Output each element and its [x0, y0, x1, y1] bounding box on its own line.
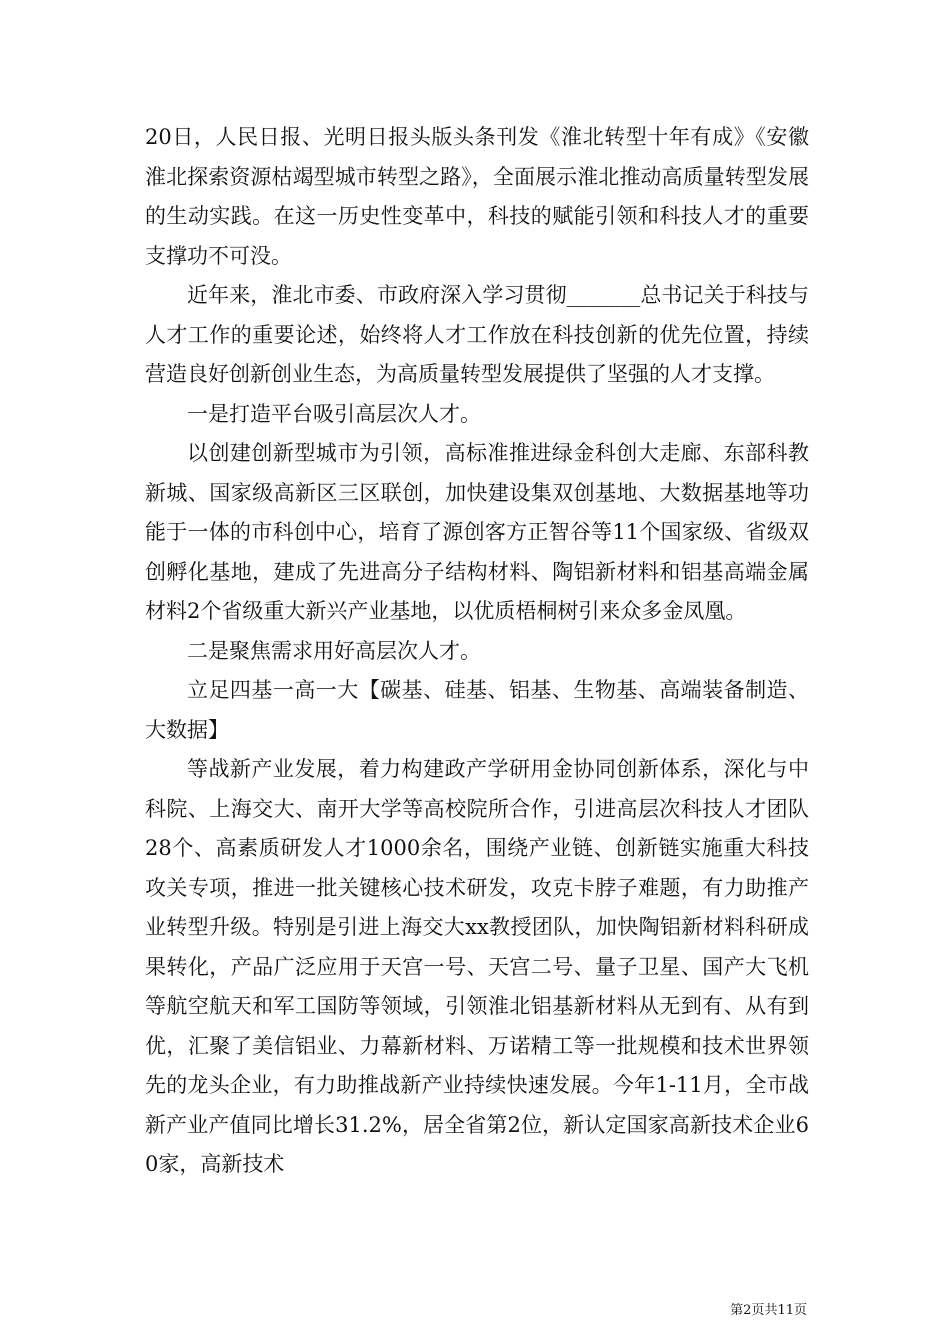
paragraph-2: 近年来，淮北市委、市政府深入学习贯彻_______总书记关于科技与人才工作的重要论述，始终将人才工作放在科技创新的优先位置，持续营造良好创新创业生态，为高质量转型发展提供了坚强的人才支撑。 [145, 283, 809, 386]
paragraph-5: 等战新产业发展，着力构建政产学研用金协同创新体系，深化与中科院、上海交大、南开大学等高校院所合作，引进高层次科技人才团队28个、高素质研发人才1000余名，围绕产业链、创新链实施重大科技攻关专项，推进一批关键核心技术研发，攻克卡脖子难题，有力助推产业转型升级。特别是引进上海交大xx教授团队，加快陶铝新材料科研成果转化，产品广泛应用于天宫一号、天宫二号、量子卫星、国产大飞机等航空航天和军工国防等领域，引领淮北铝基新材料从无到有、从有到优，汇聚了美信铝业、力幕新材料、万诺精工等一批规模和技术世界领先的龙头企业，有力助推战新产业持续快速发展。今年1-11月，全市战新产业产值同比增长31.2%，居全省第2位，新认定国家高新技术企业60家，高新技术 [145, 757, 809, 1176]
paragraph-1: 20日，人民日报、光明日报头版头条刊发《淮北转型十年有成》《安徽淮北探索资源枯竭型城市转型之路》，全面展示淮北推动高质量转型发展的生动实践。在这一历史性变革中，科技的赋能引领和科技人才的重要支撑功不可没。 [145, 125, 809, 268]
document-body [145, 118, 809, 1185]
paragraph-3: 以创建创新型城市为引领，高标准推进绿金科创大走廊、东部科教新城、国家级高新区三区联创，加快建设集双创基地、大数据基地等功能于一体的市科创中心，培育了源创客方正智谷等11个国家级、省级双创孵化基地，建成了先进高分子结构材料、陶铝新材料和铝基高端金属材料2个省级重大新兴产业基地，以优质梧桐树引来众多金凤凰。 [145, 441, 809, 623]
page-number: 第2页共11页 [730, 1303, 807, 1318]
section-heading-1: 一是打造平台吸引高层次人才。 [187, 401, 481, 426]
paragraph-4: 立足四基一高一大【碳基、硅基、铝基、生物基、高端装备制造、大数据】 [145, 678, 809, 742]
section-heading-2: 二是聚焦需求用好高层次人才。 [187, 638, 481, 663]
